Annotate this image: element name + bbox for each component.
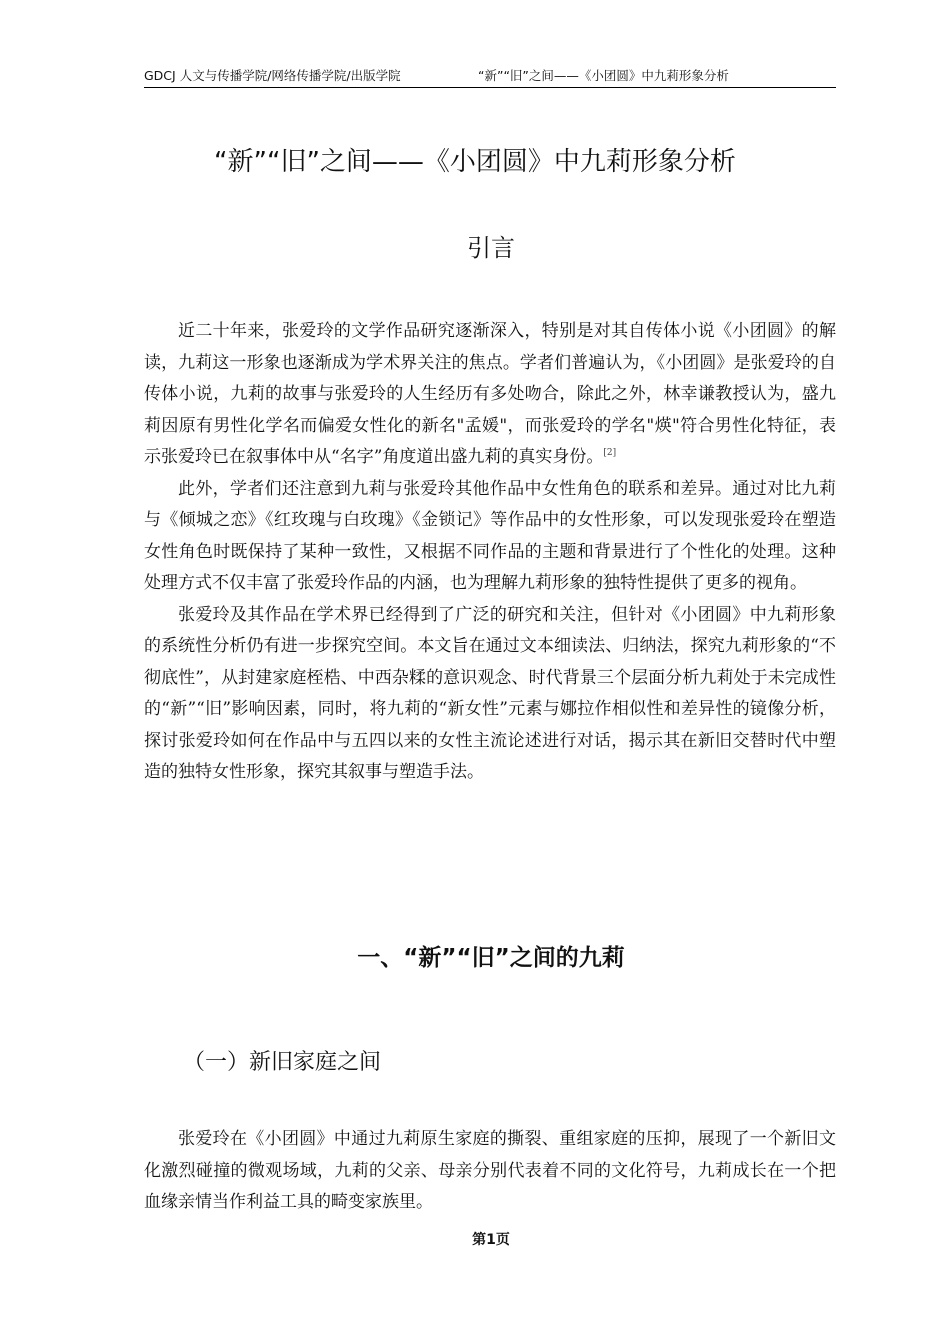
intro-paragraph (144, 474, 836, 600)
intro-paragraph-1-text: 近二十年来，张爱玲的文学作品研究逐渐深入，特别是对其自传体小说《小团圆》的解读，九莉这一形象也逐渐成为学术界关注的焦点。学者们普遍认为，《小团圆》是张爱玲的自传体小说，九莉的故事与张爱玲的人生经历有多处吻合，除此之外，林幸谦教授认为，盛九莉因原有男性化学名而偏爱女性化的新名"孟媛"，而张爱玲的学名"煐"符合男性化特征，表示张爱玲已在叙事体中从“名字”角度道出盛九莉的真实身份。 (144, 321, 836, 467)
intro-paragraph-2-text: 此外，学者们还注意到九莉与张爱玲其他作品中女性角色的联系和差异。通过对比九莉与《倾城之恋》《红玫瑰与白玫瑰》《金锁记》等作品中的女性形象，可以发现张爱玲在塑造女性角色时既保持了某种一致性，又根据不同作品的主题和背景进行了个性化的处理。这种处理方式不仅丰富了张爱玲作品的内涵，也为理解九莉形象的独特性提供了更多的视角。 (144, 478, 836, 593)
header-paper-title: “新”“旧”之间——《小团圆》中九莉形象分析 (478, 68, 729, 83)
introduction-body (144, 316, 836, 789)
section-heading: 一、“新”“旧”之间的九莉 (357, 945, 625, 971)
header-institution: GDCJ 人文与传播学院/网络传播学院/出版学院 (144, 68, 401, 83)
intro-paragraph (144, 316, 836, 474)
subsection-body (144, 1124, 836, 1219)
intro-paragraph (144, 600, 836, 789)
running-header (144, 67, 836, 88)
page-number: 第1页 (472, 1232, 510, 1248)
introduction-heading: 引言 (467, 234, 515, 262)
paper-title: “新”“旧”之间——《小团圆》中九莉形象分析 (214, 147, 736, 177)
citation-marker: [2] (603, 448, 617, 458)
intro-paragraph-3-text: 张爱玲及其作品在学术界已经得到了广泛的研究和关注，但针对《小团圆》中九莉形象的系统性分析仍有进一步探究空间。本文旨在通过文本细读法、归纳法，探究九莉形象的“不彻底性”，从封建家庭桎梏、中西杂糅的意识观念、时代背景三个层面分析九莉处于未完成性的“新”“旧”影响因素，同时，将九莉的“新女性”元素与娜拉作相似性和差异性的镜像分析，探讨张爱玲如何在作品中与五四以来的女性主流论述进行对话，揭示其在新旧交替时代中塑造的独特女性形象，探究其叙事与塑造手法。 (144, 604, 836, 782)
subsection-paragraph: 张爱玲在《小团圆》中通过九莉原生家庭的撕裂、重组家庭的压抑，展现了一个新旧文化激烈碰撞的微观场域，九莉的父亲、母亲分别代表着不同的文化符号，九莉成长在一个把血缘亲情当作利益工具的畸变家族里。 (144, 1129, 836, 1212)
subsection-heading: （一）新旧家庭之间 (183, 1050, 382, 1075)
